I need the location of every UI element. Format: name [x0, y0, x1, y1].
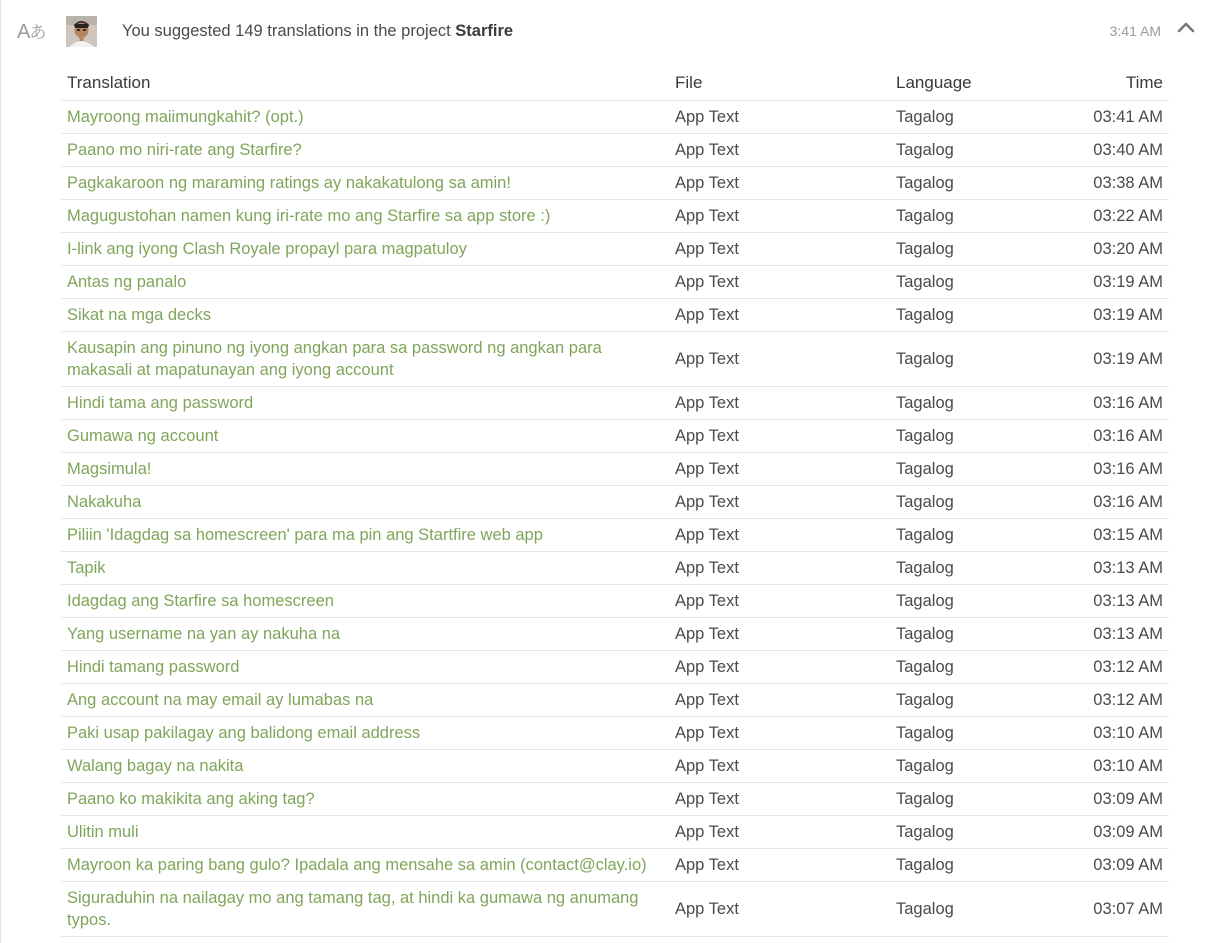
language-cell: Tagalog [890, 420, 1050, 453]
file-cell: App Text [669, 684, 890, 717]
translation-link[interactable]: Paano ko makikita ang aking tag? [61, 783, 669, 816]
language-cell: Tagalog [890, 299, 1050, 332]
table-row [61, 387, 1169, 420]
file-cell: App Text [669, 387, 890, 420]
table-row [61, 651, 1169, 684]
language-cell: Tagalog [890, 684, 1050, 717]
table-row [61, 717, 1169, 750]
time-cell: 03:09 AM [1050, 849, 1169, 882]
translation-link[interactable]: Piliin 'Idagdag sa homescreen' para ma pin ang Startfire web app [61, 519, 669, 552]
file-cell: App Text [669, 101, 890, 134]
activity-summary [122, 20, 513, 42]
file-cell: App Text [669, 332, 890, 387]
time-cell: 03:10 AM [1050, 750, 1169, 783]
file-cell: App Text [669, 750, 890, 783]
translation-link[interactable]: Siguraduhin na nailagay mo ang tamang tag, at hindi ka gumawa ng anumang typos. [61, 882, 669, 937]
time-cell: 03:20 AM [1050, 233, 1169, 266]
time-cell: 03:10 AM [1050, 717, 1169, 750]
table-row [61, 134, 1169, 167]
language-cell: Tagalog [890, 167, 1050, 200]
time-cell: 03:15 AM [1050, 519, 1169, 552]
time-cell: 03:38 AM [1050, 167, 1169, 200]
file-cell: App Text [669, 651, 890, 684]
language-cell: Tagalog [890, 387, 1050, 420]
time-cell: 03:12 AM [1050, 684, 1169, 717]
language-cell: Tagalog [890, 101, 1050, 134]
table-row [61, 519, 1169, 552]
file-cell: App Text [669, 233, 890, 266]
time-cell: 03:13 AM [1050, 618, 1169, 651]
file-cell: App Text [669, 453, 890, 486]
table-row [61, 299, 1169, 332]
column-header-time: Time [1050, 66, 1169, 101]
table-row [61, 420, 1169, 453]
table-body [61, 101, 1169, 937]
time-cell: 03:09 AM [1050, 783, 1169, 816]
table-row [61, 849, 1169, 882]
language-cell: Tagalog [890, 717, 1050, 750]
table-row [61, 200, 1169, 233]
translation-link[interactable]: Pagkakaroon ng maraming ratings ay nakakatulong sa amin! [61, 167, 669, 200]
time-cell: 03:07 AM [1050, 882, 1169, 937]
translation-link[interactable]: Ulitin muli [61, 816, 669, 849]
column-header-language: Language [890, 66, 1050, 101]
translation-link[interactable]: Paano mo niri-rate ang Starfire? [61, 134, 669, 167]
time-cell: 03:22 AM [1050, 200, 1169, 233]
translation-link[interactable]: Tapik [61, 552, 669, 585]
table-row [61, 816, 1169, 849]
table-row [61, 783, 1169, 816]
time-cell: 03:16 AM [1050, 453, 1169, 486]
translation-link[interactable]: Ang account na may email ay lumabas na [61, 684, 669, 717]
language-cell: Tagalog [890, 519, 1050, 552]
translation-link[interactable]: Kausapin ang pinuno ng iyong angkan para sa password ng angkan para makasali at mapatunayan ang iyong account [61, 332, 669, 387]
table-row [61, 750, 1169, 783]
language-cell: Tagalog [890, 552, 1050, 585]
table-header-row [61, 66, 1169, 101]
translate-icon: Aあ [17, 21, 46, 43]
chevron-up-icon[interactable] [1177, 18, 1195, 38]
file-cell: App Text [669, 552, 890, 585]
language-cell: Tagalog [890, 134, 1050, 167]
file-cell: App Text [669, 420, 890, 453]
language-cell: Tagalog [890, 266, 1050, 299]
file-cell: App Text [669, 882, 890, 937]
translation-link[interactable]: Idagdag ang Starfire sa homescreen [61, 585, 669, 618]
language-cell: Tagalog [890, 849, 1050, 882]
language-cell: Tagalog [890, 816, 1050, 849]
language-cell: Tagalog [890, 453, 1050, 486]
language-cell: Tagalog [890, 585, 1050, 618]
table-row [61, 552, 1169, 585]
time-cell: 03:16 AM [1050, 420, 1169, 453]
file-cell: App Text [669, 585, 890, 618]
time-cell: 03:16 AM [1050, 387, 1169, 420]
file-cell: App Text [669, 519, 890, 552]
time-cell: 03:19 AM [1050, 299, 1169, 332]
table-row [61, 266, 1169, 299]
avatar[interactable] [66, 16, 97, 47]
translation-link[interactable]: Magugustohan namen kung iri-rate mo ang Starfire sa app store :) [61, 200, 669, 233]
time-cell: 03:13 AM [1050, 552, 1169, 585]
time-cell: 03:19 AM [1050, 266, 1169, 299]
table-row [61, 585, 1169, 618]
language-cell: Tagalog [890, 486, 1050, 519]
language-cell: Tagalog [890, 618, 1050, 651]
file-cell: App Text [669, 266, 890, 299]
time-cell: 03:40 AM [1050, 134, 1169, 167]
avatar-image [66, 16, 97, 47]
language-cell: Tagalog [890, 651, 1050, 684]
activity-summary-text: You suggested 149 translations in the project [122, 22, 456, 40]
translation-link[interactable]: Yang username na yan ay nakuha na [61, 618, 669, 651]
translation-link[interactable]: Sikat na mga decks [61, 299, 669, 332]
translation-link[interactable]: Paki usap pakilagay ang balidong email address [61, 717, 669, 750]
translation-link[interactable]: Antas ng panalo [61, 266, 669, 299]
time-cell: 03:12 AM [1050, 651, 1169, 684]
language-cell: Tagalog [890, 783, 1050, 816]
language-cell: Tagalog [890, 882, 1050, 937]
translation-link[interactable]: Gumawa ng account [61, 420, 669, 453]
table-row [61, 233, 1169, 266]
translation-link[interactable]: Walang bagay na nakita [61, 750, 669, 783]
table-row [61, 101, 1169, 134]
time-cell: 03:19 AM [1050, 332, 1169, 387]
file-cell: App Text [669, 299, 890, 332]
table-header [61, 66, 1169, 101]
table-row [61, 332, 1169, 387]
activity-time: 3:41 AM [1109, 23, 1161, 39]
table-row [61, 486, 1169, 519]
file-cell: App Text [669, 849, 890, 882]
column-header-translation: Translation [61, 66, 669, 101]
translations-table [61, 66, 1169, 937]
language-cell: Tagalog [890, 332, 1050, 387]
language-cell: Tagalog [890, 233, 1050, 266]
table-row [61, 618, 1169, 651]
table-row [61, 882, 1169, 937]
table-row [61, 684, 1169, 717]
file-cell: App Text [669, 167, 890, 200]
translation-link[interactable]: Mayroon ka paring bang gulo? Ipadala ang mensahe sa amin (contact@clay.io) [61, 849, 669, 882]
file-cell: App Text [669, 816, 890, 849]
time-cell: 03:41 AM [1050, 101, 1169, 134]
time-cell: 03:16 AM [1050, 486, 1169, 519]
language-cell: Tagalog [890, 200, 1050, 233]
translation-link[interactable]: I-link ang iyong Clash Royale propayl para magpatuloy [61, 233, 669, 266]
file-cell: App Text [669, 486, 890, 519]
file-cell: App Text [669, 134, 890, 167]
project-link[interactable]: Starfire [455, 22, 514, 40]
table-row [61, 453, 1169, 486]
translation-link[interactable]: Hindi tamang password [61, 651, 669, 684]
file-cell: App Text [669, 618, 890, 651]
time-cell: 03:09 AM [1050, 816, 1169, 849]
column-header-file: File [669, 66, 890, 101]
file-cell: App Text [669, 717, 890, 750]
translation-link[interactable]: Magsimula! [61, 453, 669, 486]
language-cell: Tagalog [890, 750, 1050, 783]
table-row [61, 167, 1169, 200]
file-cell: App Text [669, 200, 890, 233]
time-cell: 03:13 AM [1050, 585, 1169, 618]
translation-link[interactable]: Nakakuha [61, 486, 669, 519]
translation-link[interactable]: Hindi tama ang password [61, 387, 669, 420]
file-cell: App Text [669, 783, 890, 816]
translation-link[interactable]: Mayroong maiimungkahit? (opt.) [61, 101, 669, 134]
